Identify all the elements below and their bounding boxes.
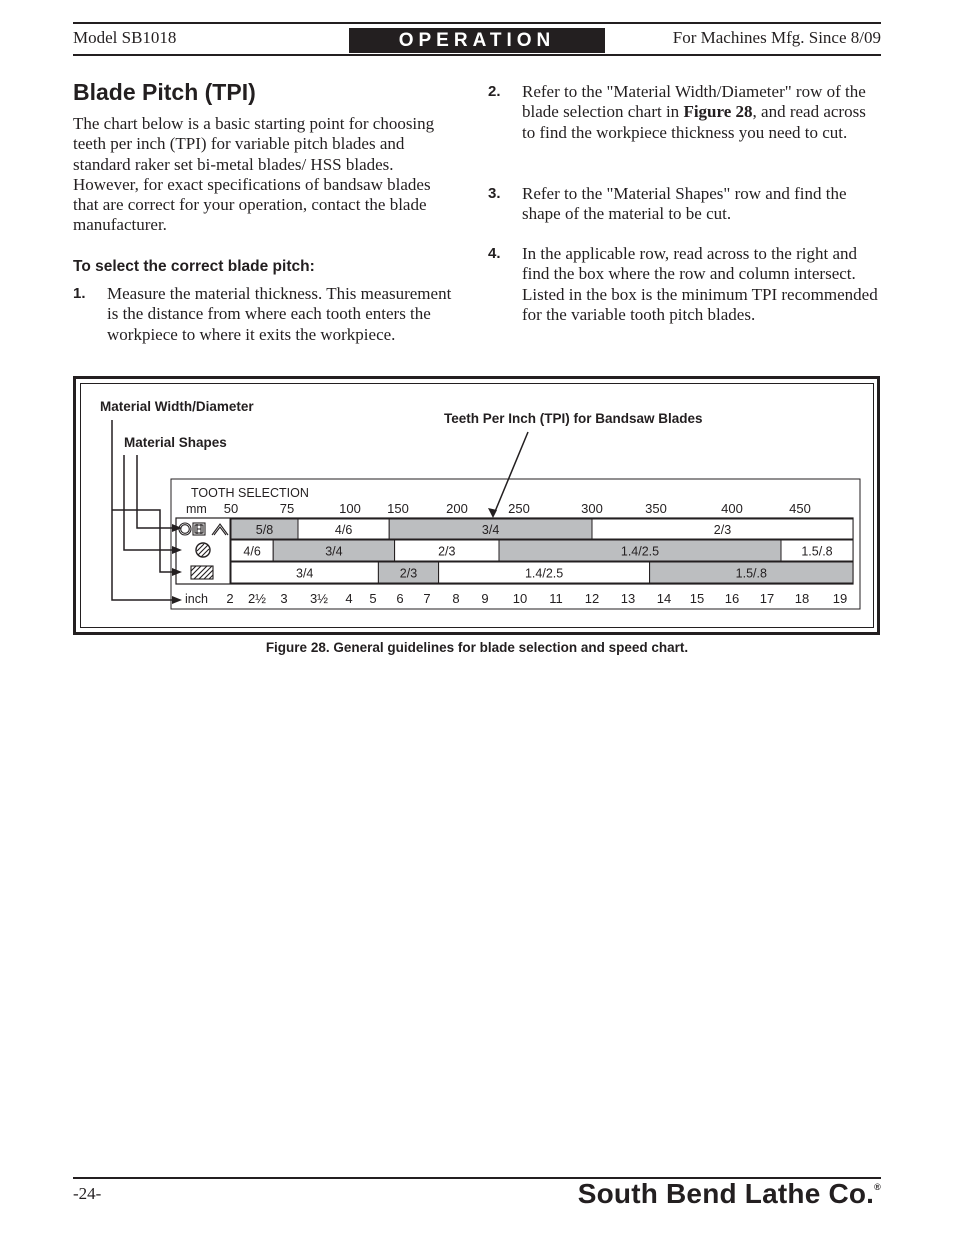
inch-tick-label: 16 bbox=[724, 591, 740, 606]
tpi-band-label: 4/6 bbox=[334, 523, 353, 537]
step-text-post: , and read across to find the workpiece thickness you need to cut. bbox=[522, 102, 866, 142]
step-number: 1. bbox=[73, 285, 86, 302]
section-title: Blade Pitch (TPI) bbox=[73, 79, 256, 105]
step-text: Refer to the "Material Shapes" row and find the shape of the material to be cut. bbox=[522, 184, 847, 224]
row2-shapes-icon bbox=[196, 543, 210, 557]
inch-tick-label: 17 bbox=[759, 591, 775, 606]
leader-shapes-a bbox=[137, 455, 178, 528]
tpi-band-label: 2/3 bbox=[399, 566, 418, 581]
label-material-shapes: Material Shapes bbox=[124, 435, 227, 450]
step-number: 4. bbox=[488, 245, 501, 262]
mm-tick-label: 400 bbox=[721, 501, 743, 516]
mm-tick-label: 200 bbox=[446, 501, 468, 516]
inch-tick-label: 3 bbox=[280, 591, 288, 606]
mm-tick-label: 300 bbox=[581, 501, 603, 516]
tpi-band-label: 2/3 bbox=[713, 523, 732, 537]
inch-tick-label: 2½ bbox=[247, 591, 267, 606]
row3-shapes-icon bbox=[191, 566, 213, 579]
mm-tick-label: 450 bbox=[789, 501, 811, 516]
tpi-bands bbox=[231, 519, 853, 583]
label-tpi: Teeth Per Inch (TPI) for Bandsaw Blades bbox=[444, 411, 703, 426]
tpi-band-label: 3/4 bbox=[325, 544, 343, 559]
step-number: 2. bbox=[488, 83, 501, 100]
inch-tick-label: 4 bbox=[345, 591, 353, 606]
inch-tick-label: 18 bbox=[794, 591, 810, 606]
brand-logo bbox=[578, 1178, 881, 1210]
mm-tick-labels bbox=[224, 501, 811, 516]
step-text-pre: Refer to the "Material Width/Diameter" row of the blade selection chart in bbox=[522, 82, 866, 122]
inch-tick-label: 7 bbox=[423, 591, 431, 606]
mm-tick-label: 250 bbox=[508, 501, 530, 516]
arrowhead-shape-2 bbox=[172, 546, 182, 554]
mm-tick-label: 350 bbox=[645, 501, 667, 516]
tube-round-inner-icon bbox=[181, 525, 190, 534]
solid-square-hatch-icon bbox=[191, 566, 213, 579]
mm-unit-label: mm bbox=[186, 502, 207, 516]
registered-mark: ® bbox=[874, 1182, 881, 1192]
figure-reference: Figure 28 bbox=[683, 102, 753, 122]
inch-tick-label: 3½ bbox=[309, 591, 329, 606]
inch-tick-label: 13 bbox=[620, 591, 636, 606]
leader-shapes-b bbox=[124, 455, 178, 550]
mm-tick-label: 50 bbox=[223, 501, 239, 516]
brand-name: South Bend Lathe Co. bbox=[577, 1178, 875, 1209]
tpi-band-label: 1.4/2.5 bbox=[620, 544, 660, 559]
tpi-band-label: 5/8 bbox=[255, 523, 274, 537]
figure-caption: Figure 28. General guidelines for blade selection and speed chart. bbox=[265, 640, 689, 655]
inch-tick-label: 14 bbox=[656, 591, 672, 606]
header-machines-date: For Machines Mfg. Since 8/09 bbox=[672, 28, 881, 47]
inch-tick-label: 5 bbox=[369, 591, 377, 606]
step-text: In the applicable row, read across to the right and find the box where the row and column intersect. Listed in the box is the minimum TPI recommended for the variable tooth pitch blades. bbox=[522, 244, 878, 324]
step-text: Measure the material thickness. This measurement is the distance from where each tooth enters the workpiece to where it exits the workpiece. bbox=[107, 284, 452, 344]
inch-tick-label: 15 bbox=[689, 591, 705, 606]
label-material-width: Material Width/Diameter bbox=[100, 399, 254, 414]
row1-shapes-icon bbox=[179, 523, 228, 535]
tpi-band-label: 1.5/.8 bbox=[801, 544, 833, 559]
leader-shapes-c bbox=[112, 510, 178, 572]
page-number: -24- bbox=[73, 1184, 102, 1203]
inch-tick-label: 19 bbox=[832, 591, 848, 606]
inch-unit-label: inch bbox=[185, 592, 208, 606]
chart-title: TOOTH SELECTION bbox=[191, 486, 309, 500]
mm-tick-label: 150 bbox=[387, 501, 409, 516]
arrowhead-shape-3 bbox=[172, 568, 182, 576]
tpi-band-label: 4/6 bbox=[243, 544, 261, 559]
tpi-band-label: 1.5/.8 bbox=[735, 566, 767, 581]
steps-heading: To select the correct blade pitch: bbox=[73, 258, 315, 275]
angle-icon bbox=[212, 524, 228, 535]
tpi-band-label: 3/4 bbox=[296, 566, 314, 581]
intro-paragraph: The chart below is a basic starting point for choosing teeth per inch (TPI) for variable pitch blades and standard raker set bi-metal blades/ HSS blades. However, for exact specifications of bandsaw blades that are correct for your operation, contact the blade manufacturer. bbox=[73, 114, 435, 235]
tpi-band-label: 2/3 bbox=[438, 544, 456, 559]
tpi-band-label: 1.4/2.5 bbox=[524, 566, 564, 581]
inch-tick-label: 6 bbox=[396, 591, 404, 606]
inch-tick-label: 8 bbox=[452, 591, 460, 606]
header-model: Model SB1018 bbox=[73, 28, 177, 47]
inch-tick-labels bbox=[226, 591, 847, 606]
inch-tick-label: 9 bbox=[481, 591, 489, 606]
header-section-tab: OPERATION bbox=[349, 28, 605, 53]
inch-tick-label: 10 bbox=[512, 591, 528, 606]
mm-tick-label: 100 bbox=[339, 501, 361, 516]
step-number: 3. bbox=[488, 185, 501, 202]
inch-tick-label: 2 bbox=[226, 591, 234, 606]
tpi-band-label: 3/4 bbox=[481, 523, 500, 537]
inch-tick-label: 12 bbox=[584, 591, 600, 606]
inch-tick-label: 11 bbox=[549, 591, 563, 606]
arrowhead-width bbox=[172, 596, 182, 604]
mm-tick-label: 75 bbox=[279, 501, 295, 516]
shape-icons bbox=[179, 523, 228, 579]
